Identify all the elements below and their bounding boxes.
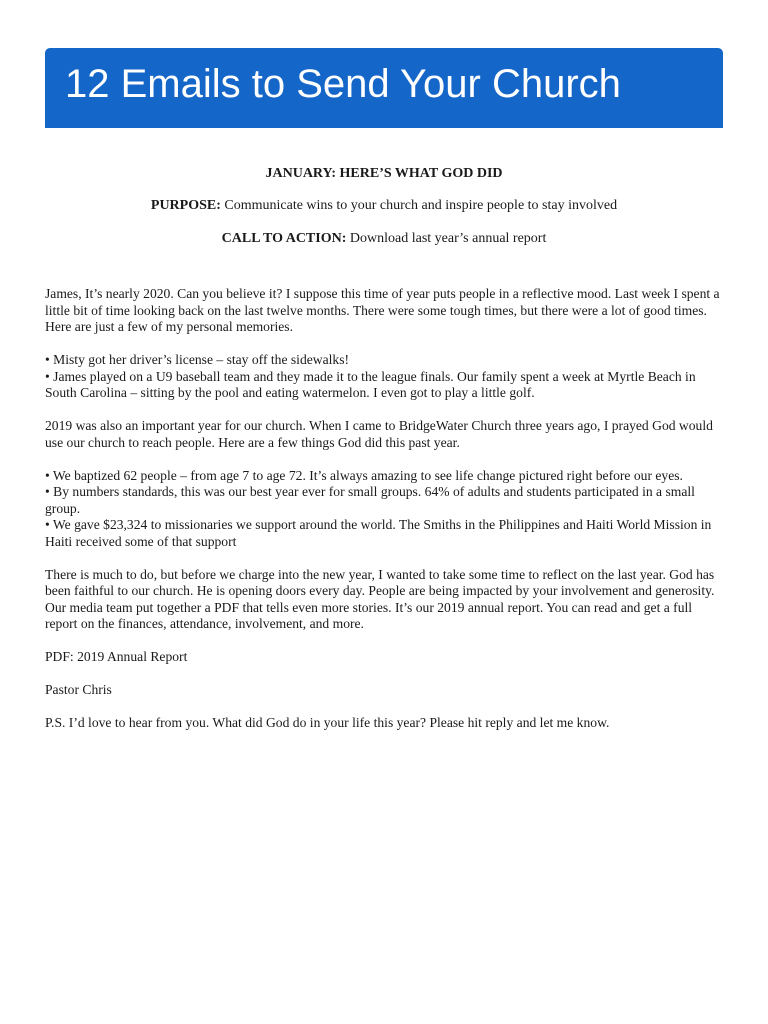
cta-text: Download last year’s annual report: [346, 231, 547, 246]
email-heading: JANUARY: HERE’S WHAT GOD DID: [265, 166, 503, 181]
church-wins-list: [45, 468, 723, 551]
list-item: • James played on a U9 baseball team and they made it to the league finals. Our family spent a week at Myrtle Beach in South Carolina – sitting by the pool and eating watermelon. I even got to play a little golf.: [45, 368, 696, 400]
list-item: • By numbers standards, this was our best year ever for small groups. 64% of adults and students participated in a small group.: [45, 484, 695, 516]
closing-paragraph: There is much to do, but before we charge into the new year, I wanted to take some time to reflect on the last year. God has been faithful to our church. He is opening doors every day. People are being impacted by your involvement and generosity. Our media team put together a PDF that tells even more stories. It’s our 2019 annual report. You can read and get a full report on the finances, attendance, involvement, and more.: [45, 566, 715, 631]
list-item: • We baptized 62 people – from age 7 to age 72. It’s always amazing to see life change pictured right before our eyes.: [45, 467, 683, 483]
postscript: P.S. I’d love to hear from you. What did God do in your life this year? Please hit reply and let me know.: [45, 715, 610, 730]
church-intro-paragraph: 2019 was also an important year for our church. When I came to BridgeWater Church three years ago, I prayed God would use our church to reach people. Here are a few things God did this past year.: [45, 418, 713, 450]
cta-label: CALL TO ACTION:: [221, 231, 347, 246]
email-body: [45, 286, 723, 748]
intro-paragraph: James, It’s nearly 2020. Can you believe it? I suppose this time of year puts people in a reflective mood. Last week I spent a little bit of time looking back on the last twelve months. There were some tough times, but there were a lot of good times. Here are just a few of my personal memories.: [45, 286, 720, 334]
purpose-label: PURPOSE:: [150, 198, 221, 213]
list-item: • Misty got her driver’s license – stay off the sidewalks!: [45, 352, 350, 367]
signature: Pastor Chris: [45, 682, 112, 697]
banner-title: 12 Emails to Send Your Church: [65, 62, 621, 106]
call-to-action-line: [45, 230, 723, 248]
title-banner: [45, 48, 723, 128]
memories-list: [45, 352, 723, 402]
pdf-link[interactable]: PDF: 2019 Annual Report: [45, 649, 188, 664]
purpose-line: [45, 197, 723, 215]
list-item: • We gave $23,324 to missionaries we support around the world. The Smiths in the Philippines and Haiti World Mission in Haiti received some of that support: [45, 517, 712, 549]
purpose-text: Communicate wins to your church and inspire people to stay involved: [220, 198, 618, 213]
